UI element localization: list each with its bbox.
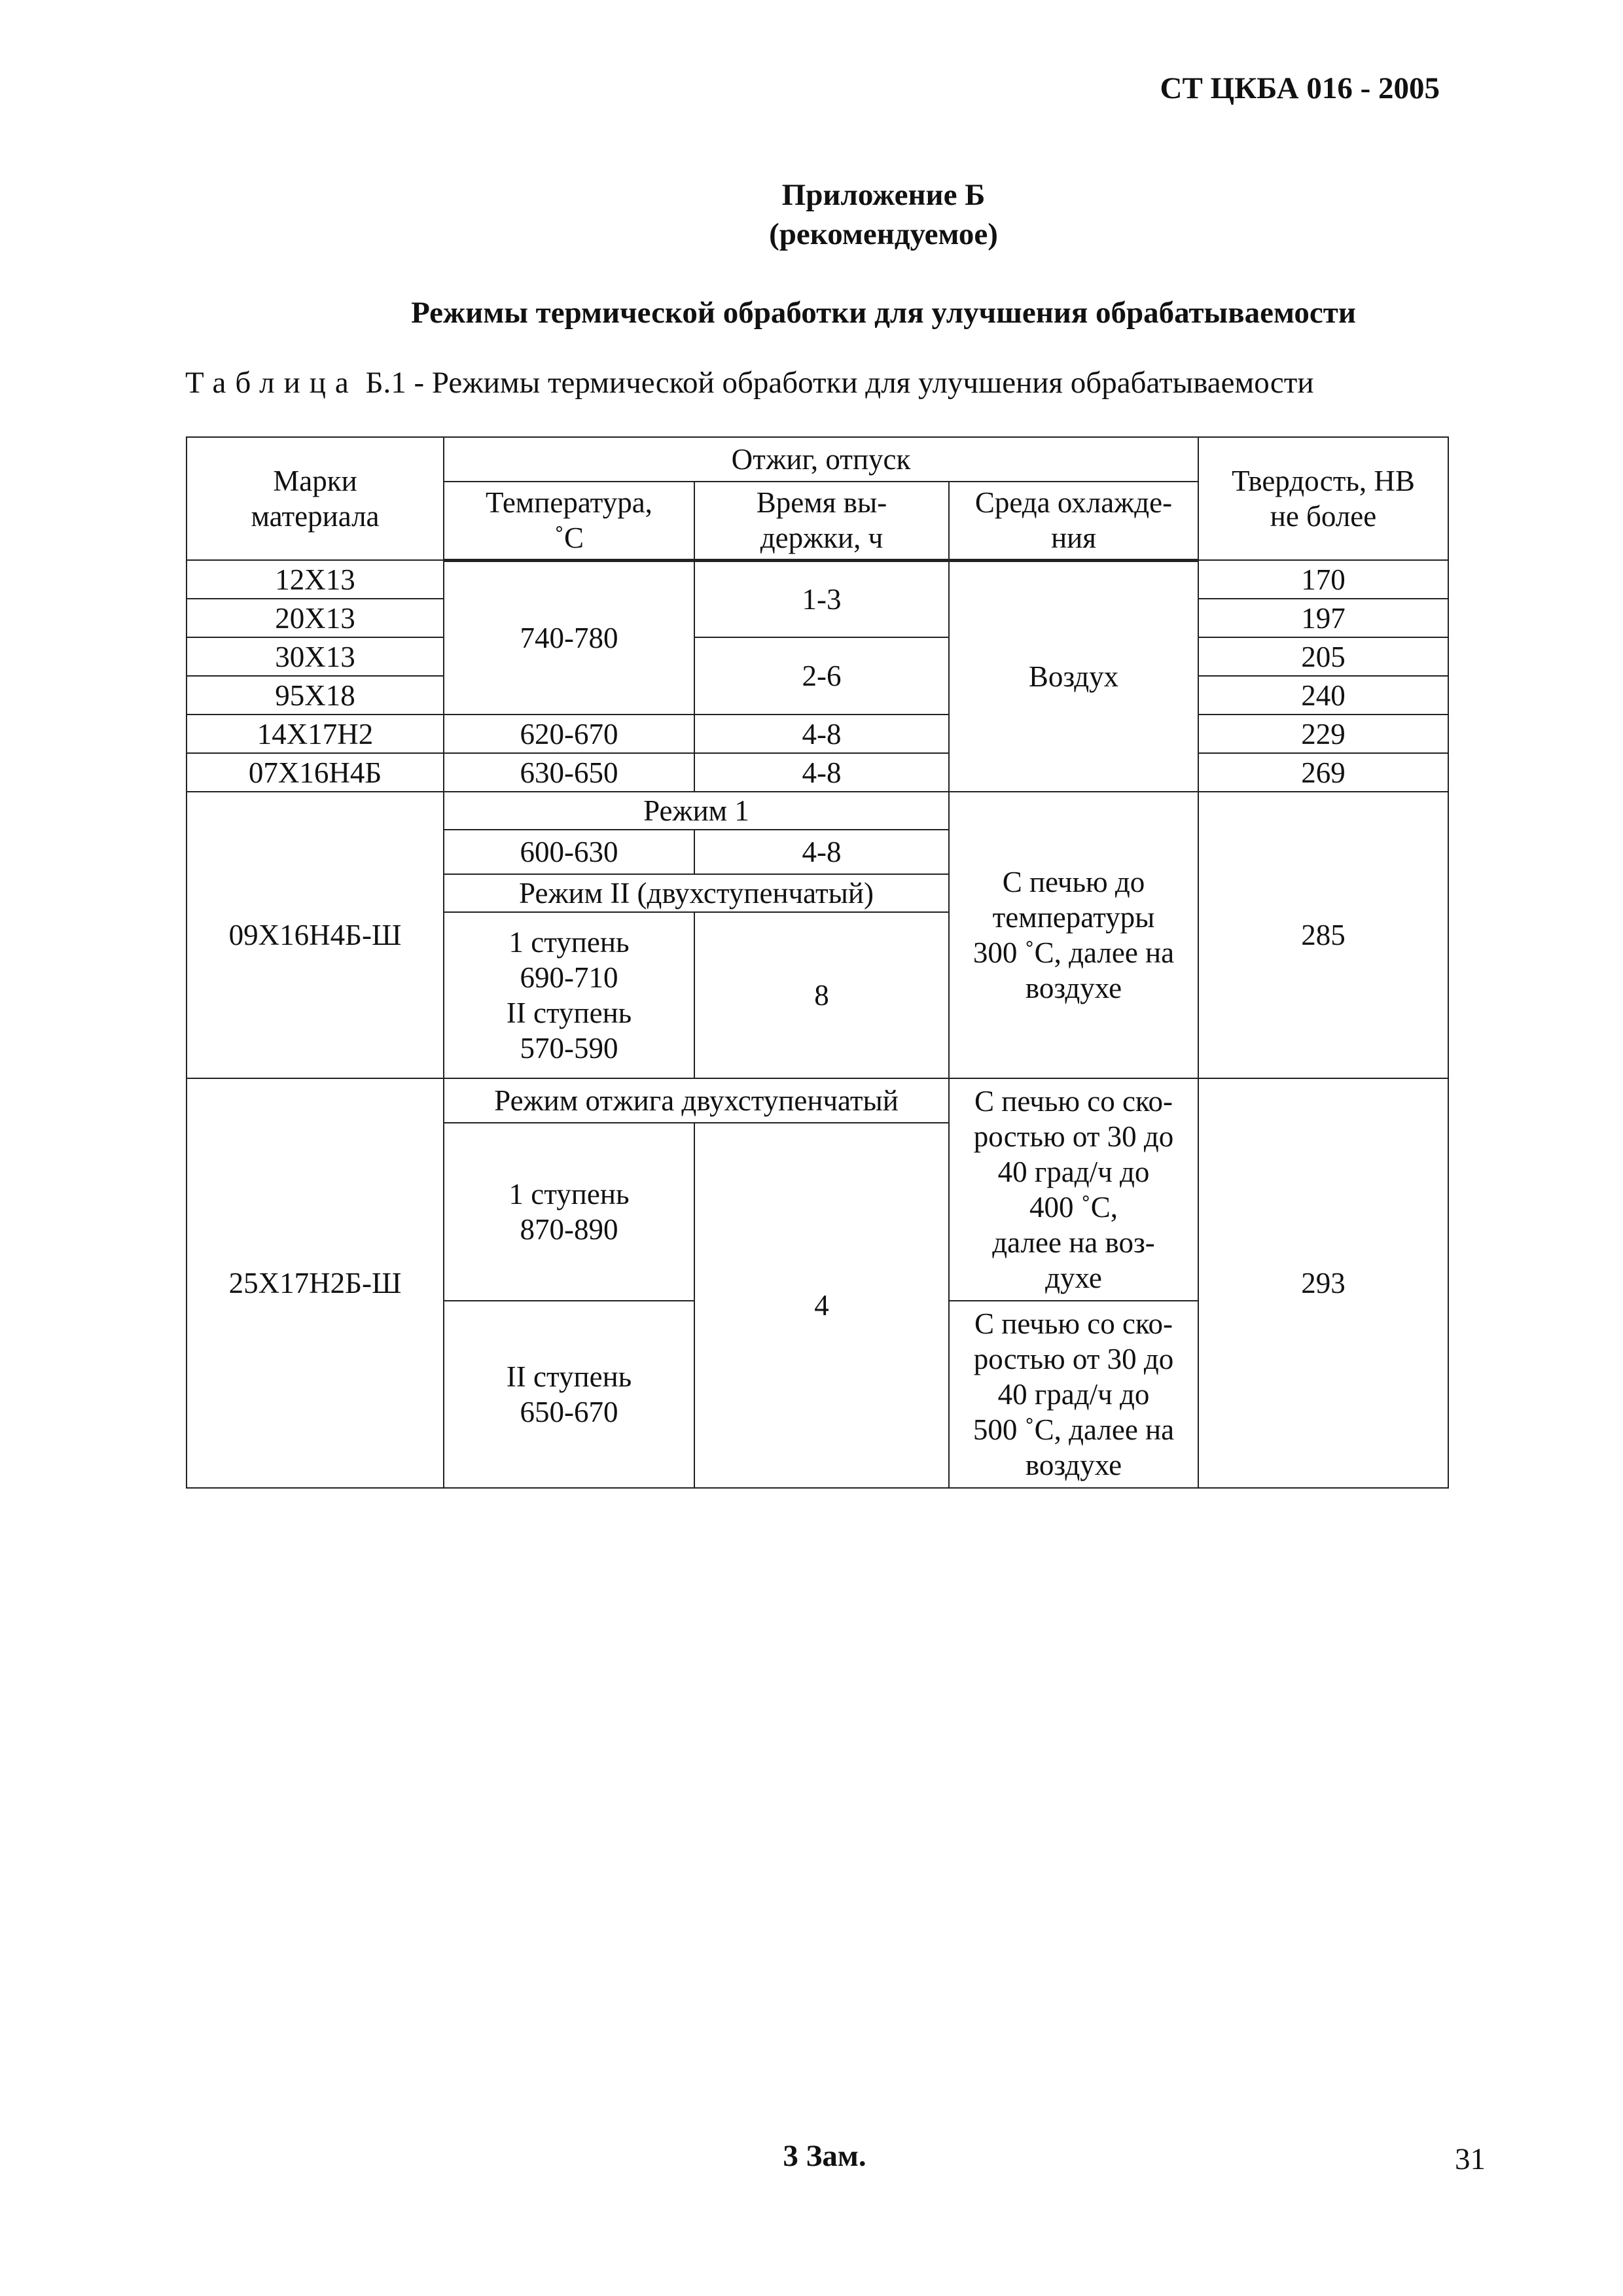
mode-label-cell: Режим II (двухступенчатый) xyxy=(444,874,949,912)
mode-label-cell: Режим отжига двухступенчатый xyxy=(444,1078,949,1123)
material-cell: 30Х13 xyxy=(187,637,444,676)
material-cell: 25Х17Н2Б-Ш xyxy=(187,1078,444,1488)
appendix-subtitle: (рекомендуемое) xyxy=(769,217,998,251)
table-row xyxy=(187,1078,1448,1123)
header-hardness: Твердость, НВ не более xyxy=(1198,437,1448,560)
time-cell: 4-8 xyxy=(694,715,949,753)
material-cell: 09Х16Н4Б-Ш xyxy=(187,792,444,1078)
temperature-cell: 1 ступень 870-890 xyxy=(444,1123,694,1301)
header-row xyxy=(187,437,1448,482)
temperature-cell: 600-630 xyxy=(444,830,694,874)
temperature-cell: 620-670 xyxy=(444,715,694,753)
hardness-cell: 229 xyxy=(1198,715,1448,753)
cooling-medium-cell: С печью до температуры 300 ˚С, далее на воздухе xyxy=(949,792,1198,1078)
header-annealing: Отжиг, отпуск xyxy=(444,437,1198,482)
temperature-cell: II ступень 650-670 xyxy=(444,1301,694,1488)
temperature-cell: 740-780 xyxy=(444,560,694,715)
table-caption-number: Б.1 - xyxy=(365,366,425,400)
time-cell: 2-6 xyxy=(694,637,949,715)
hardness-cell: 205 xyxy=(1198,637,1448,676)
time-cell: 1-3 xyxy=(694,560,949,637)
mode-label-cell: Режим 1 xyxy=(444,792,949,830)
hardness-cell: 285 xyxy=(1198,792,1448,1078)
table-caption xyxy=(185,363,1313,402)
cooling-medium-cell: Воздух xyxy=(949,560,1198,792)
table-row xyxy=(187,637,1448,676)
hardness-cell: 170 xyxy=(1198,560,1448,599)
material-cell: 12Х13 xyxy=(187,560,444,599)
document-code: СТ ЦКБА 016 - 2005 xyxy=(1160,71,1440,105)
table-row xyxy=(187,715,1448,753)
material-cell: 14Х17Н2 xyxy=(187,715,444,753)
temperature-cell: 1 ступень 690-710 II ступень 570-590 xyxy=(444,912,694,1078)
temperature-cell: 630-650 xyxy=(444,753,694,792)
header-time: Время вы- держки, ч xyxy=(694,482,949,560)
table-caption-text: Режимы термической обработки для улучшения обрабатываемости xyxy=(431,366,1314,400)
section-title: Режимы термической обработки для улучшения обрабатываемости xyxy=(411,296,1356,330)
table-row xyxy=(187,792,1448,830)
time-cell: 4-8 xyxy=(694,830,949,874)
header-cooling-medium: Среда охлажде- ния xyxy=(949,482,1198,560)
table-caption-label: Таблица xyxy=(185,366,358,400)
time-cell: 4-8 xyxy=(694,753,949,792)
footer-amendment-note: 3 Зам. xyxy=(783,2139,866,2173)
hardness-cell: 269 xyxy=(1198,753,1448,792)
table-row xyxy=(187,753,1448,792)
heat-treatment-table xyxy=(186,436,1449,1489)
material-cell: 07Х16Н4Б xyxy=(187,753,444,792)
hardness-cell: 197 xyxy=(1198,599,1448,637)
hardness-cell: 293 xyxy=(1198,1078,1448,1488)
cooling-medium-cell: С печью со ско- ростью от 30 до 40 град/ч до 500 ˚С, далее на воздухе xyxy=(949,1301,1198,1488)
table-row xyxy=(187,560,1448,599)
cooling-medium-cell: С печью со ско- ростью от 30 до 40 град/ч до 400 ˚С, далее на воз- духе xyxy=(949,1078,1198,1301)
header-material: Марки материала xyxy=(187,437,444,560)
time-cell: 4 xyxy=(694,1123,949,1488)
header-temperature: Температура, ˚С xyxy=(444,482,694,560)
time-cell: 8 xyxy=(694,912,949,1078)
material-cell: 20Х13 xyxy=(187,599,444,637)
hardness-cell: 240 xyxy=(1198,676,1448,715)
page-number: 31 xyxy=(1455,2142,1486,2176)
material-cell: 95Х18 xyxy=(187,676,444,715)
appendix-title: Приложение Б xyxy=(781,178,986,212)
